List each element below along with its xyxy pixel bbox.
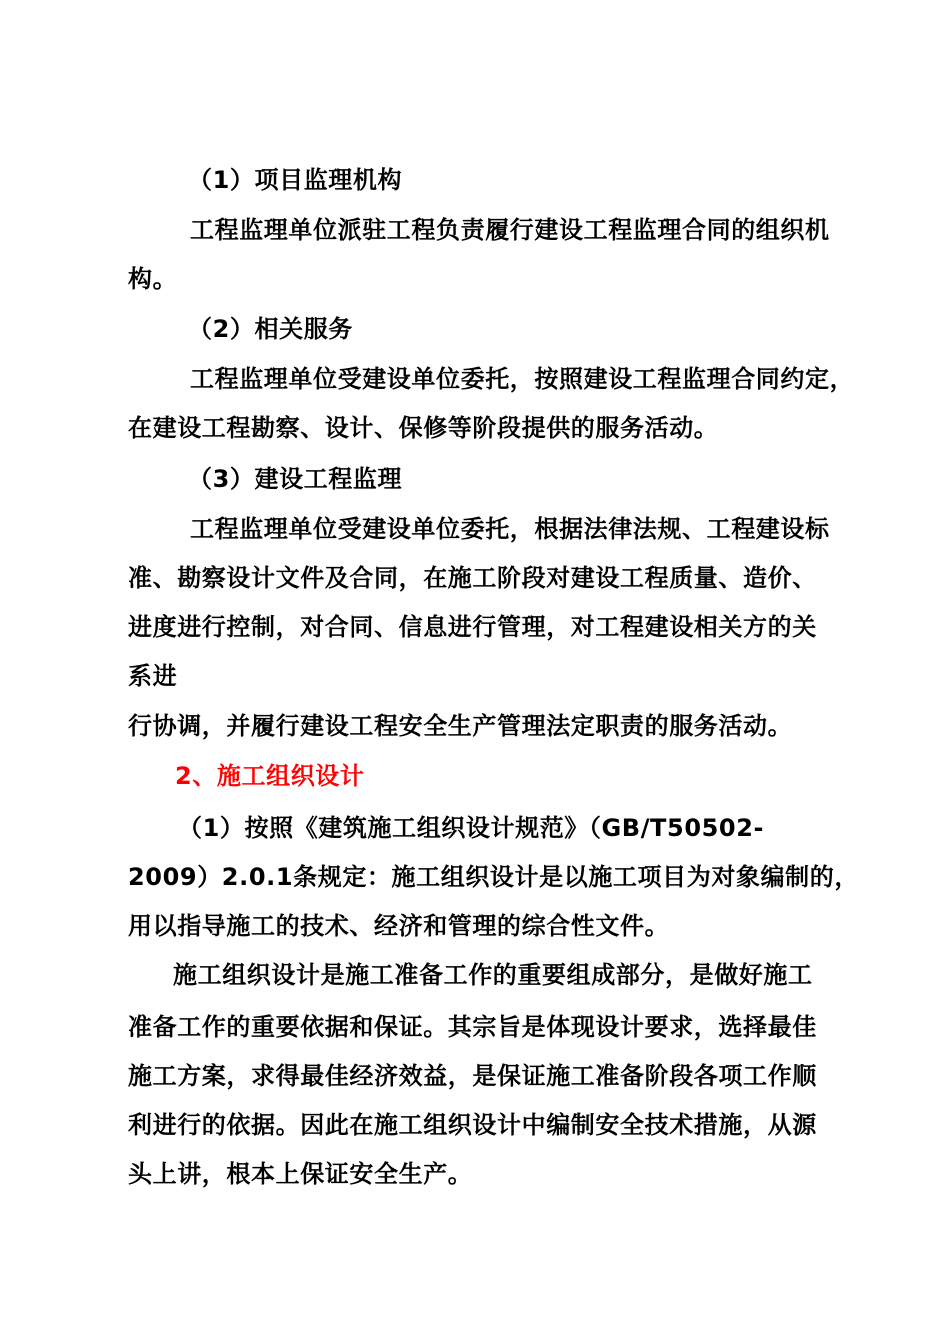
paragraph-line: 施工方案，求得最佳经济效益，是保证施工准备阶段各项工作顺 [128, 1062, 817, 1090]
paragraph-line: 进度进行控制，对合同、信息进行管理，对工程建设相关方的关 [128, 613, 817, 641]
paragraph-line: 2009）2.0.1条规定：施工组织设计是以施工项目为对象编制的， [128, 863, 859, 891]
paragraph-line: 施工组织设计是施工准备工作的重要组成部分，是做好施工 [173, 961, 813, 989]
paragraph-line: 用以指导施工的技术、经济和管理的综合性文件。 [128, 912, 670, 940]
paragraph-line: 工程监理单位受建设单位委托，根据法律法规、工程建设标 [190, 515, 830, 543]
paragraph-line: 准备工作的重要依据和保证。其宗旨是体现设计要求，选择最佳 [128, 1013, 817, 1041]
paragraph-line: 工程监理单位受建设单位委托，按照建设工程监理合同约定， [190, 365, 855, 393]
paragraph-line: 构。 [128, 265, 178, 293]
paragraph-line: 系进 [128, 662, 178, 690]
item-heading-2: （2）相关服务 [188, 315, 353, 343]
paragraph-line: （1）按照《建筑施工组织设计规范》（GB/T50502- [178, 814, 765, 842]
section-heading-construction-design: 2、施工组织设计 [175, 762, 365, 790]
paragraph-line: 行协调，并履行建设工程安全生产管理法定职责的服务活动。 [128, 712, 793, 740]
item-heading-3: （3）建设工程监理 [188, 465, 403, 493]
paragraph-line: 利进行的依据。因此在施工组织设计中编制安全技术措施，从源 [128, 1111, 817, 1139]
paragraph-line: 准、勘察设计文件及合同，在施工阶段对建设工程质量、造价、 [128, 564, 817, 592]
item-heading-1: （1）项目监理机构 [188, 166, 403, 194]
paragraph-line: 在建设工程勘察、设计、保修等阶段提供的服务活动。 [128, 414, 719, 442]
paragraph-line: 头上讲，根本上保证安全生产。 [128, 1160, 473, 1188]
paragraph-line: 工程监理单位派驻工程负责履行建设工程监理合同的组织机 [190, 216, 830, 244]
